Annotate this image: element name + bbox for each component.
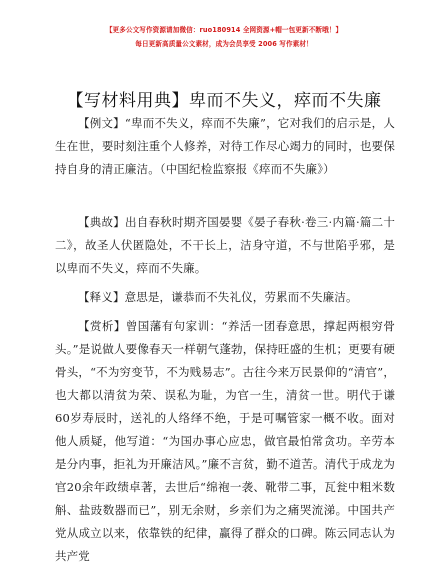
promo-banner-line-1: 【更多公文写作资源请加微信：ruo180914 全网资源+帽一包更新不断哦！】: [105, 26, 343, 34]
paragraph-analysis: 【赏析】曾国藩有句家训：“养活一团春意思，撑起两根穷骨头。”是说做人要像春天一样朝气蓬勃，保持旺盛的生机；更要有硬骨头，“不为穷变节，不为贱易志”。古往今来万民景仰的“清官”，也大都以清贫为荣、误私为耻，为官一生，清贫一世。明代于谦60岁寿辰时，送礼的人络绎不绝，于是可嘱管家一概不收。面对他人质疑，他写道：“为国办事心应忠，做官最怕常贪功。辛劳本是分内事，拒礼为开廉洁风。”廉不言贫，勤不道苦。清代于成龙为官20余年政绩卓著，去世后“绵袍一袭、靴带二事，瓦瓮中粗米数斛、盐豉数器而已”，别无余财，乡亲们为之痛哭流涕。中国共产党从成立以来，依靠铁的纪律，赢得了群众的口碑。陈云同志认为共产党: [55, 319, 395, 563]
promo-banner-line-2: 每日更新高质量公文素材，成为会员享受 2006 写作素材！: [135, 40, 313, 48]
paragraph-source: 【典故】出自春秋时期齐国晏婴《晏子春秋·卷三·内篇·篇二十二》，故圣人伏匿隐处，不干长上，洁身守道，不与世陷乎邪，是以卑而不失义，瘁而不失廉。: [55, 215, 395, 275]
article-title: 【写材料用典】卑而不失义，瘁而不失廉: [66, 91, 382, 111]
paragraph-example: 【例文】“卑而不失义，瘁而不失廉”，它对我们的启示是，人生在世，要时刻注重个人修养，对待工作尽心竭力的同时，也要保持自身的清正廉洁。（中国纪检监察报《瘁而不失廉》）: [55, 116, 395, 176]
paragraph-meaning: 【释义】意思是，谦恭而不失礼仪，劳累而不失廉洁。: [78, 290, 358, 304]
